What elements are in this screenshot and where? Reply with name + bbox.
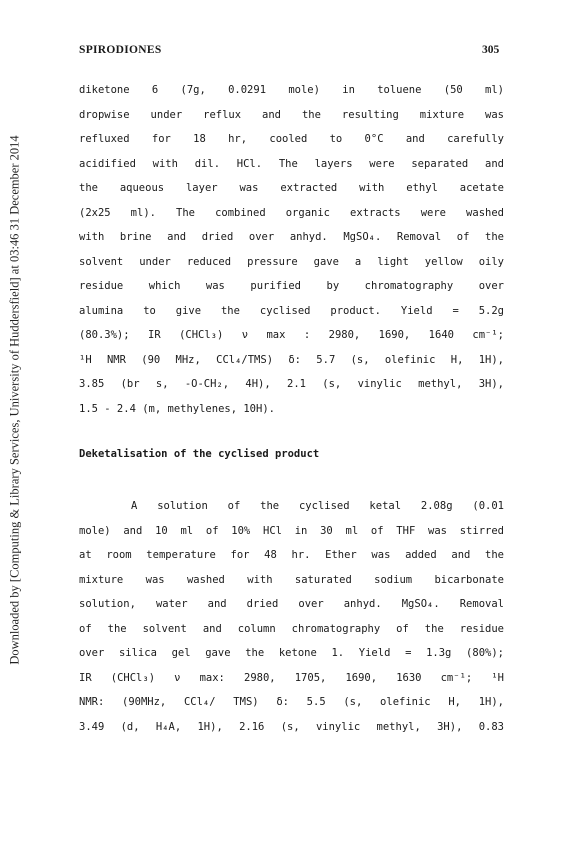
- text-line: refluxed for 18 hr, cooled to 0°C and carefully: [79, 133, 504, 145]
- paragraph-experimental-1: [79, 78, 504, 421]
- text-line: residue which was purified by chromatography over: [79, 280, 504, 292]
- download-sidebar: [0, 0, 30, 865]
- text-line: acidified with dil. HCl. The layers were separated and: [79, 157, 504, 170]
- text-line: mole) and 10 ml of 10% HCl in 30 ml of THF was stirred: [79, 524, 504, 537]
- section-heading: Deketalisation of the cyclised product: [79, 448, 320, 460]
- running-head: SPIRODIONES: [79, 44, 162, 56]
- text-line: 1.5 - 2.4 (m, methylenes, 10H).: [79, 402, 275, 415]
- text-line: mixture was washed with saturated sodium bicarbonate: [79, 573, 504, 586]
- download-notice: Downloaded by [Computing & Library Services, University of Huddersfield] at 03:46 31 December 2014: [7, 135, 22, 665]
- text-line: A solution of the cyclised ketal 2.08g (0.01: [131, 500, 504, 512]
- text-line: diketone 6 (7g, 0.0291 mole) in toluene (50 ml): [79, 84, 504, 96]
- text-line: with brine and dried over anhyd. MgSO₄. Removal of the: [79, 231, 504, 243]
- page-number: 305: [482, 44, 500, 56]
- text-line: dropwise under reflux and the resulting mixture was: [79, 108, 504, 121]
- text-line: alumina to give the cyclised product. Yield = 5.2g: [79, 304, 504, 317]
- text-line: of the solvent and column chromatography of the residue: [79, 622, 504, 635]
- text-line: (80.3%); IR (CHCl₃) ν max : 2980, 1690, 1640 cm⁻¹;: [79, 329, 504, 341]
- text-line: 3.49 (d, H₄A, 1H), 2.16 (s, vinylic methyl, 3H), 0.83: [79, 720, 504, 733]
- text-line: over silica gel gave the ketone 1. Yield = 1.3g (80%);: [79, 647, 504, 659]
- paragraph-experimental-2: [79, 494, 504, 739]
- text-line: IR (CHCl₃) ν max: 2980, 1705, 1690, 1630 cm⁻¹; ¹H: [79, 671, 504, 684]
- text-line: the aqueous layer was extracted with ethyl acetate: [79, 182, 504, 194]
- text-line: solvent under reduced pressure gave a light yellow oily: [79, 255, 504, 268]
- text-line: ¹H NMR (90 MHz, CCl₄/TMS) δ: 5.7 (s, olefinic H, 1H),: [79, 353, 504, 366]
- text-line: (2x25 ml). The combined organic extracts were washed: [79, 206, 504, 219]
- text-line: solution, water and dried over anhyd. MgSO₄. Removal: [79, 598, 504, 610]
- text-line: NMR: (90MHz, CCl₄/ TMS) δ: 5.5 (s, olefinic H, 1H),: [79, 696, 504, 708]
- text-line: 3.85 (br s, -O-CH₂, 4H), 2.1 (s, vinylic methyl, 3H),: [79, 378, 504, 390]
- text-line: at room temperature for 48 hr. Ether was added and the: [79, 549, 504, 561]
